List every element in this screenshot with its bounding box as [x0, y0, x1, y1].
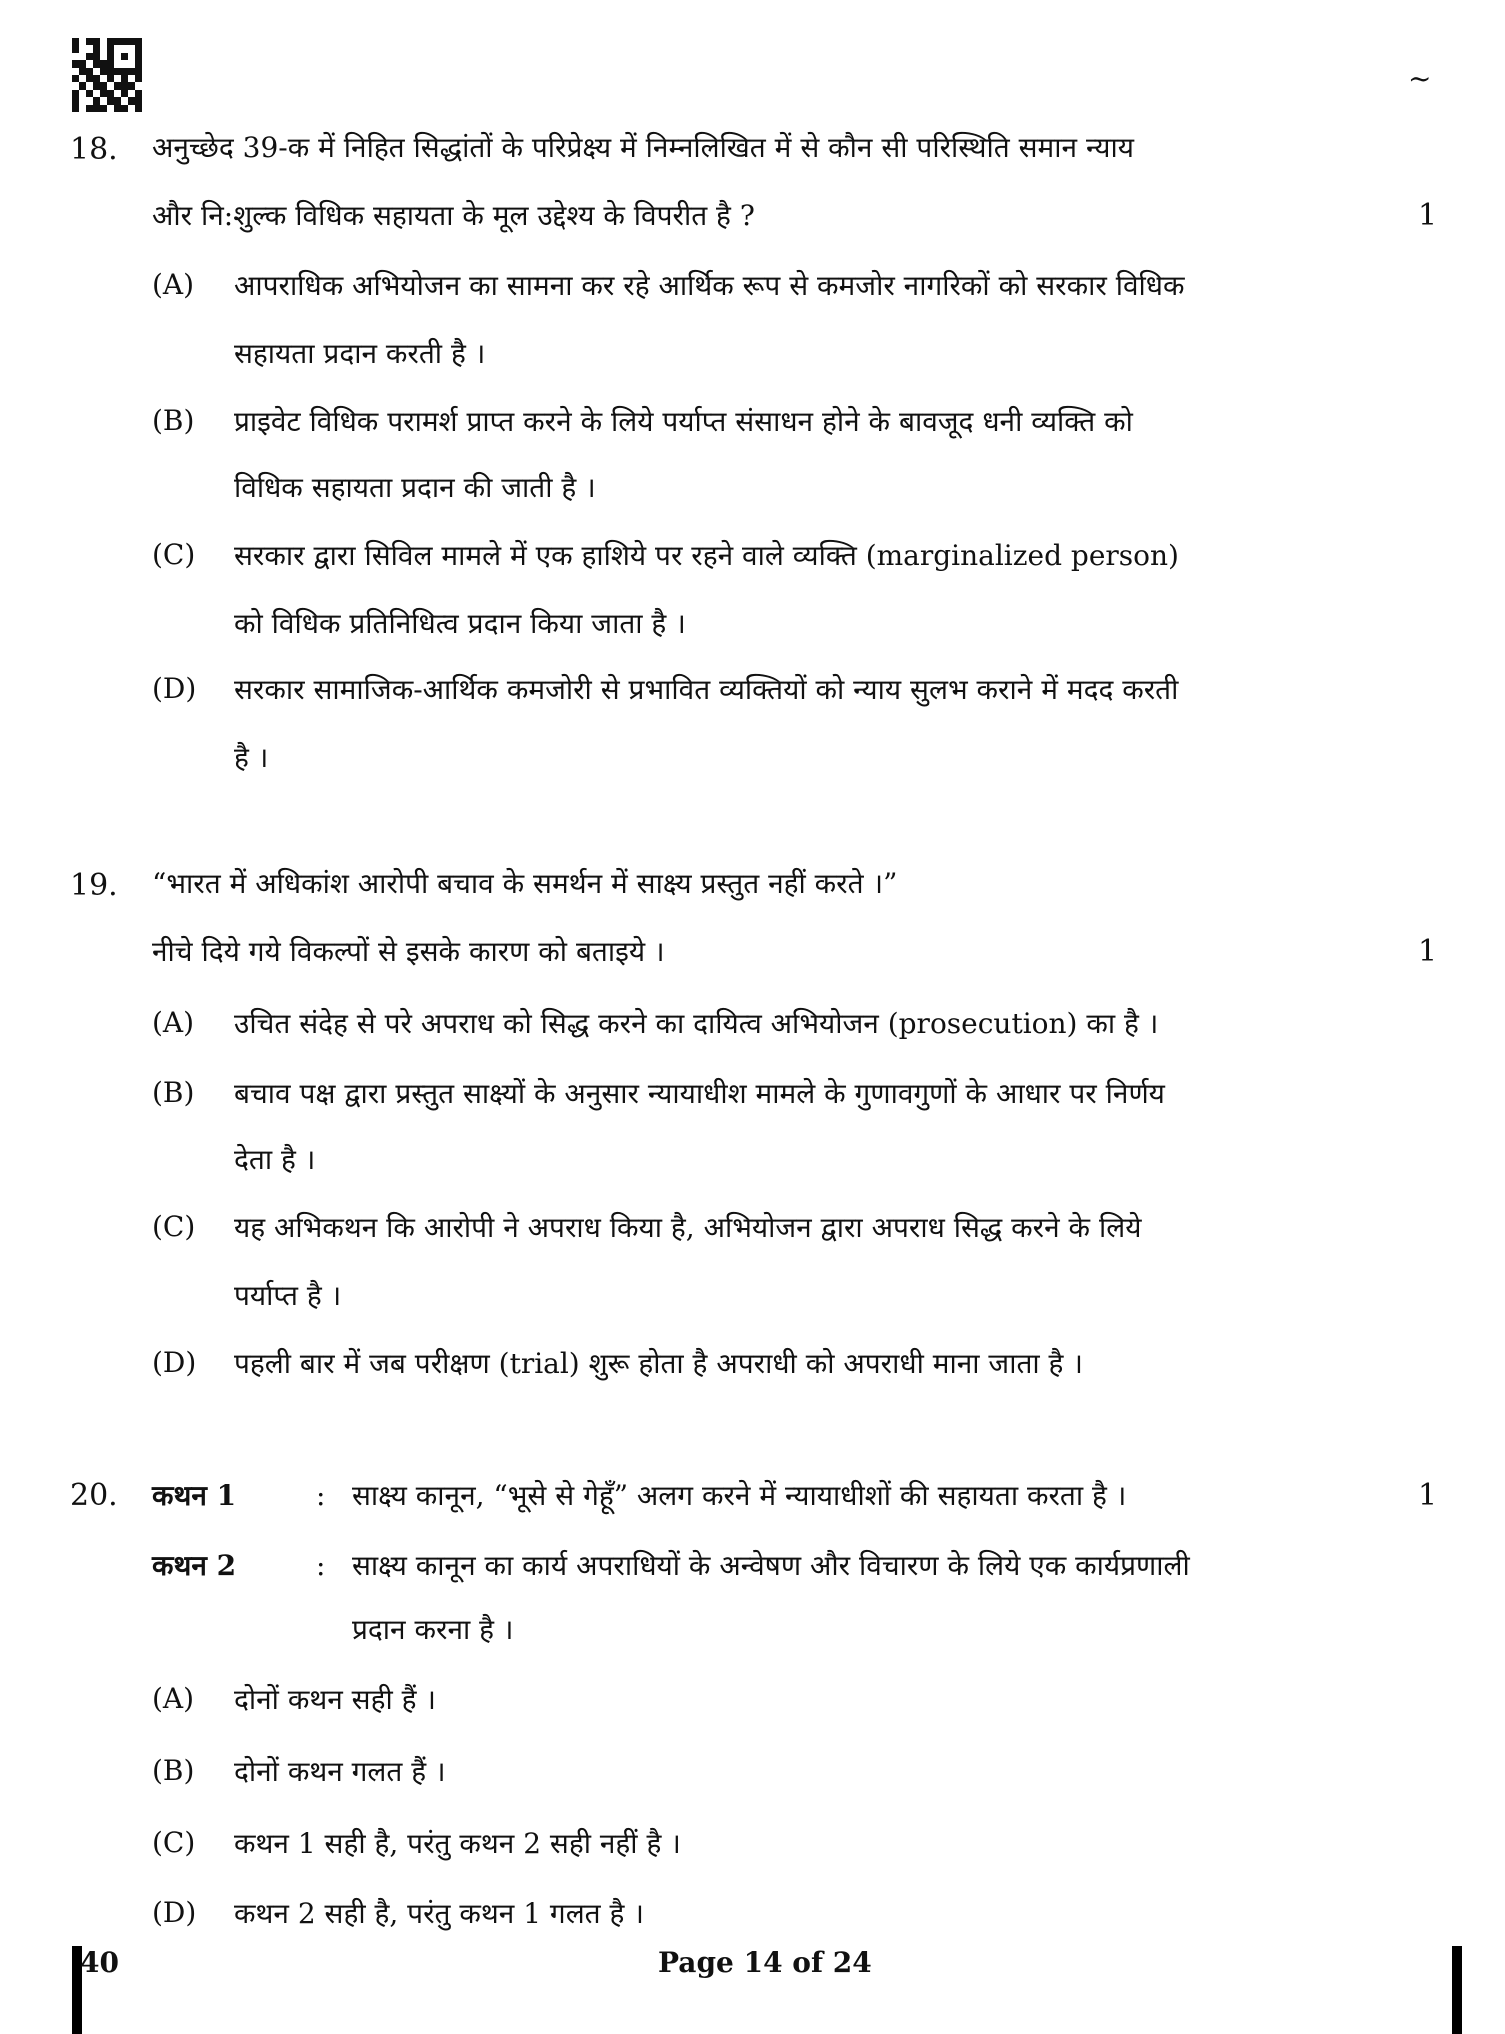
question-stem-line: और नि:शुल्क विधिक सहायता के मूल उद्देश्य के विपरीत है ?	[152, 199, 755, 232]
option-label: (B)	[152, 404, 195, 437]
page-number: Page 14 of 24	[658, 1946, 872, 1979]
option-text: सरकार द्वारा सिविल मामले में एक हाशिये पर रहने वाले व्यक्ति (marginalized person)	[234, 539, 1179, 572]
option-text: उचित संदेह से परे अपराध को सिद्ध करने का दायित्व अभियोजन (prosecution) का है ।	[234, 1007, 1159, 1040]
option-label: (C)	[152, 1210, 196, 1243]
option-text: को विधिक प्रतिनिधित्व प्रदान किया जाता है ।	[234, 607, 686, 640]
option-text: दोनों कथन गलत हैं ।	[234, 1755, 446, 1788]
option-text: पर्याप्त है ।	[234, 1279, 342, 1312]
question-stem-line: अनुच्छेद 39-क में निहित सिद्धांतों के परिप्रेक्ष्य में निम्नलिखित में से कौन सी परिस्थिति समान न्याय	[152, 131, 1134, 164]
option-label: (D)	[152, 1896, 197, 1929]
option-label: (C)	[152, 1826, 196, 1859]
option-text: है ।	[234, 741, 269, 774]
option-label: (D)	[152, 1346, 197, 1379]
option-text: सरकार सामाजिक-आर्थिक कमजोरी से प्रभावित व्यक्तियों को न्याय सुलभ कराने में मदद करती	[234, 673, 1179, 706]
qr-code	[72, 38, 142, 112]
statement-separator: :	[316, 1549, 326, 1582]
question-number: 20.	[70, 1478, 118, 1513]
marks: 1	[1418, 198, 1438, 233]
question-number: 18.	[70, 132, 118, 167]
option-text: प्राइवेट विधिक परामर्श प्राप्त करने के लिये पर्याप्त संसाधन होने के बावजूद धनी व्यक्ति को	[234, 405, 1133, 438]
option-text: दोनों कथन सही हैं ।	[234, 1683, 436, 1716]
statement-separator: :	[316, 1479, 326, 1512]
option-text: कथन 2 सही है, परंतु कथन 1 गलत है ।	[234, 1897, 644, 1930]
statement-text: साक्ष्य कानून का कार्य अपराधियों के अन्वेषण और विचारण के लिये एक कार्यप्रणाली	[352, 1549, 1190, 1582]
option-label: (A)	[152, 1006, 195, 1039]
corner-mark: ~	[1408, 62, 1432, 95]
question-stem-line: “भारत में अधिकांश आरोपी बचाव के समर्थन में साक्ष्य प्रस्तुत नहीं करते ।”	[152, 867, 898, 900]
marks: 1	[1418, 1478, 1438, 1513]
option-text: पहली बार में जब परीक्षण (trial) शुरू होता है अपराधी को अपराधी माना जाता है ।	[234, 1347, 1083, 1380]
option-label: (A)	[152, 1682, 195, 1715]
statement-text: साक्ष्य कानून, “भूसे से गेहूँ” अलग करने में न्यायाधीशों की सहायता करता है ।	[352, 1479, 1127, 1512]
option-label: (B)	[152, 1076, 195, 1109]
option-text: यह अभिकथन कि आरोपी ने अपराध किया है, अभियोजन द्वारा अपराध सिद्ध करने के लिये	[234, 1211, 1142, 1244]
paper-code: 40	[80, 1946, 119, 1979]
option-text: देता है ।	[234, 1143, 316, 1176]
option-text: विधिक सहायता प्रदान की जाती है ।	[234, 471, 596, 504]
footer-right-bar	[1452, 1946, 1462, 2034]
option-text: आपराधिक अभियोजन का सामना कर रहे आर्थिक रूप से कमजोर नागरिकों को सरकार विधिक	[234, 269, 1185, 302]
option-label: (C)	[152, 538, 196, 571]
option-text: कथन 1 सही है, परंतु कथन 2 सही नहीं है ।	[234, 1827, 681, 1860]
question-stem-line: नीचे दिये गये विकल्पों से इसके कारण को बताइये ।	[152, 935, 665, 968]
option-text: बचाव पक्ष द्वारा प्रस्तुत साक्ष्यों के अनुसार न्यायाधीश मामले के गुणावगुणों के आधार पर निर्णय	[234, 1077, 1165, 1110]
question-number: 19.	[70, 868, 118, 903]
option-label: (A)	[152, 268, 195, 301]
option-text: सहायता प्रदान करती है ।	[234, 337, 486, 370]
statement-text: प्रदान करना है ।	[352, 1613, 514, 1646]
option-label: (D)	[152, 672, 197, 705]
marks: 1	[1418, 934, 1438, 969]
option-label: (B)	[152, 1754, 195, 1787]
statement-label: कथन 1	[152, 1479, 237, 1512]
statement-label: कथन 2	[152, 1549, 237, 1582]
